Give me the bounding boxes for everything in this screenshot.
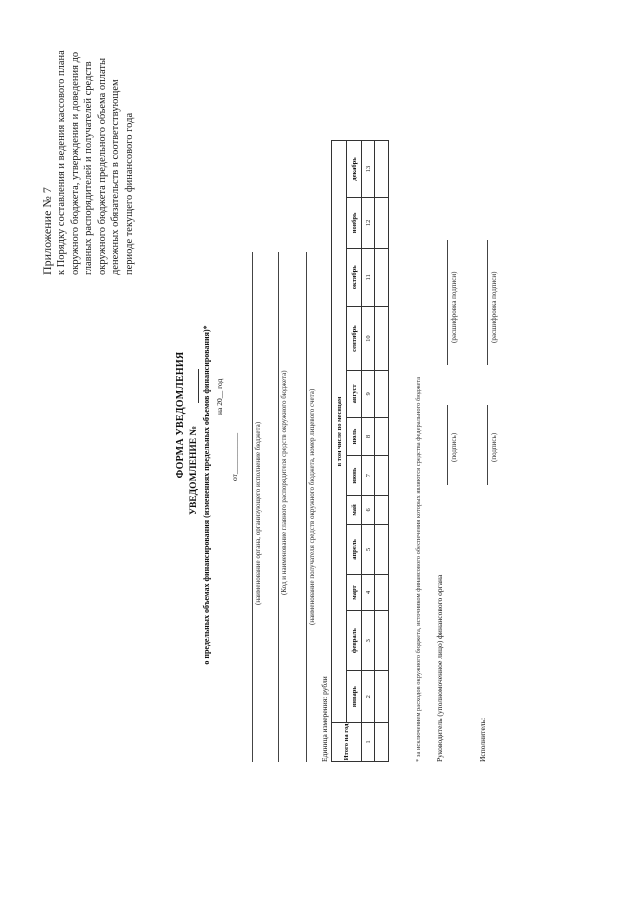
executor-signature-line [487, 405, 488, 485]
total-header: Итого на год [332, 723, 362, 762]
appendix-block [40, 45, 136, 275]
month-header: октябрь [347, 248, 362, 306]
column-number: 4 [362, 575, 375, 611]
financing-table [331, 140, 389, 762]
column-number: 13 [362, 141, 375, 198]
organ-line [252, 252, 253, 762]
month-header: май [347, 495, 362, 524]
month-header: декабрь [347, 141, 362, 198]
months-header: в том числе по месяцам [332, 141, 347, 723]
recipient-caption: (наименование получателя средств окружного бюджета, номер лицевого счета) [308, 388, 316, 625]
data-row [375, 141, 389, 762]
column-number: 9 [362, 371, 375, 417]
month-header: ноябрь [347, 198, 362, 249]
month-header: апрель [347, 524, 362, 574]
table-cell [375, 610, 389, 671]
column-number: 10 [362, 306, 375, 370]
appendix-title: Приложение № 7 [40, 187, 54, 275]
organ-caption: (наименование органа, организующего исполнение бюджета) [254, 421, 262, 605]
table-cell [375, 723, 389, 762]
footnote: * за исключением расходов окружного бюджета, источником финансового обеспечения которых являются средства федерального бюджета [415, 376, 422, 762]
month-header: июль [347, 417, 362, 456]
executor-signature-caption: (подпись) [490, 432, 498, 462]
unit-label: Единица измерения: рубли [320, 676, 329, 762]
column-number: 12 [362, 198, 375, 249]
table-cell [375, 575, 389, 611]
table-cell [375, 456, 389, 495]
appendix-text: к Порядку составления и ведения кассового плана окружного бюджета, утверждения и доведения до главных распорядителей и получателей средств окружного бюджета предельного объема оплаты денежных обязательств в соответствующем периоде текущего финансового года [56, 50, 135, 275]
table-cell [375, 248, 389, 306]
notice-title [189, 315, 199, 515]
table-cell [375, 306, 389, 370]
table-cell [375, 671, 389, 723]
executor-decode-caption: (расшифровка подписи) [490, 271, 498, 343]
head-label: Руководитель (уполномоченное лицо) финансового органа [435, 574, 444, 762]
month-header: сентябрь [347, 306, 362, 370]
column-number: 1 [362, 723, 375, 762]
form-subtitle: о предельных объемах финансирования (изменениях предельных объемов финансирования)* [202, 325, 211, 665]
table-cell [375, 417, 389, 456]
head-decode-line [447, 240, 448, 365]
column-number-row [362, 141, 375, 762]
executor-decode-line [487, 240, 488, 365]
month-header: февраль [347, 610, 362, 671]
month-header: март [347, 575, 362, 611]
month-header: июнь [347, 456, 362, 495]
column-number: 6 [362, 495, 375, 524]
column-number: 3 [362, 610, 375, 671]
form-date: от___________ [230, 432, 239, 481]
notice-label: УВЕДОМЛЕНИЕ № [189, 426, 199, 515]
table-cell [375, 141, 389, 198]
column-number: 11 [362, 248, 375, 306]
table-cell [375, 495, 389, 524]
table-cell [375, 524, 389, 574]
main-manager-line [278, 252, 279, 762]
form-title: ФОРМА УВЕДОМЛЕНИЯ [175, 351, 186, 479]
head-decode-caption: (расшифровка подписи) [450, 271, 458, 343]
table-cell [375, 371, 389, 417]
month-header: январь [347, 671, 362, 723]
table-cell [375, 198, 389, 249]
column-number: 7 [362, 456, 375, 495]
main-manager-caption: (Код и наименование главного распорядителя средств окружного бюджета) [280, 370, 288, 595]
head-signature-line [447, 405, 448, 485]
executor-label: Исполнитель: [478, 717, 487, 762]
head-signature-caption: (подпись) [450, 432, 458, 462]
form-year: на 20__ год [215, 378, 224, 415]
month-header: август [347, 371, 362, 417]
notice-number-line [198, 369, 199, 403]
column-number: 2 [362, 671, 375, 723]
column-number: 8 [362, 417, 375, 456]
column-number: 5 [362, 524, 375, 574]
recipient-line [306, 252, 307, 762]
